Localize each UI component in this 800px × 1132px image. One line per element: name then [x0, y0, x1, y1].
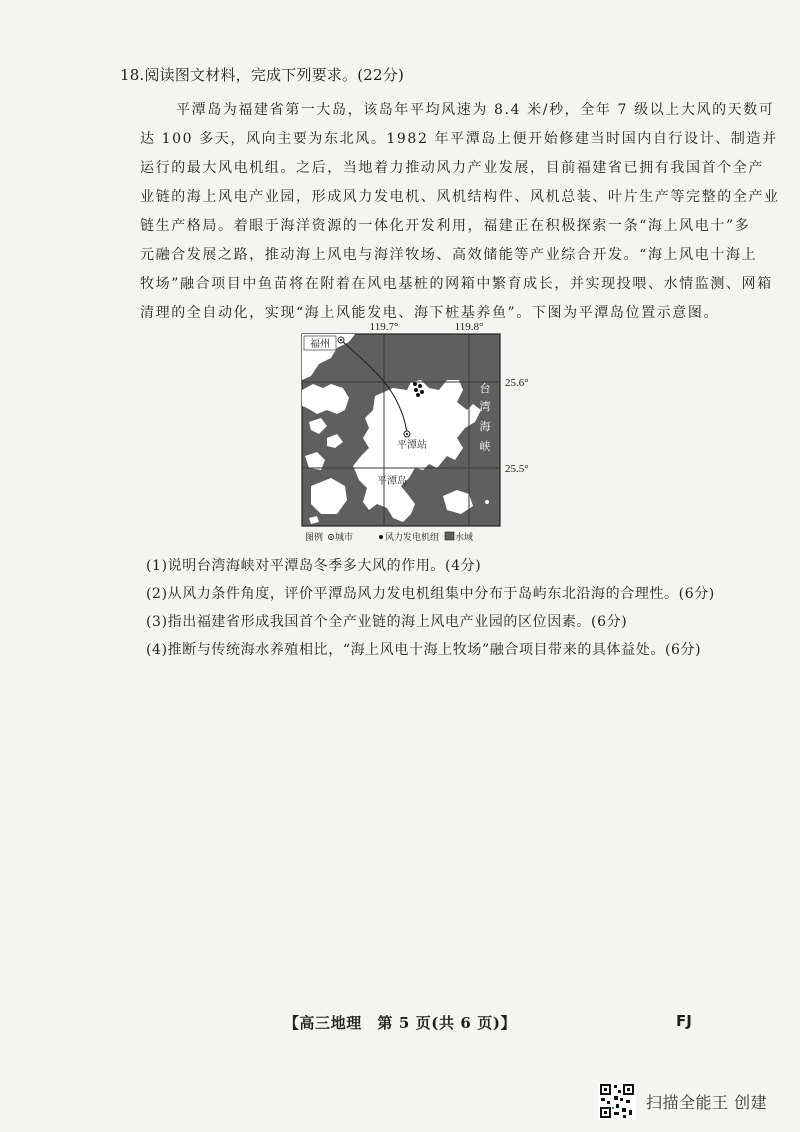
strait-label-char: 峡 — [479, 440, 491, 453]
strait-label-char: 湾 — [479, 400, 491, 413]
paragraph-line: 运行的最大风电机组。之后，当地着力推动风力产业发展，目前福建省已拥有我国首个全产 — [140, 160, 764, 176]
strait-label-char: 海 — [479, 420, 491, 433]
sub-question-2: (2)从风力条件角度，评价平潭岛风力发电机组集中分布于岛屿东北沿海的合理性。(6分) — [146, 586, 715, 602]
lat-label-25-6: 25.6° — [505, 377, 529, 389]
paragraph-line: 元融合发展之路，推动海上风电与海洋牧场、高效储能等产业综合开发。“海上风电十海上 — [140, 247, 758, 263]
legend-water-swatch — [445, 532, 454, 540]
lon-label-119-7: 119.7° — [369, 321, 399, 333]
city-icon-dot — [340, 339, 342, 341]
paragraph-line: 达 100 多天，风向主要为东北风。1982 年平潭岛上便开始修建当时国内自行设计、制造并 — [140, 131, 778, 147]
legend-water-label: 水域 — [455, 533, 474, 543]
paragraph-line: 链生产格局。着眼于海洋资源的一体化开发利用，福建正在积极探索一条“海上风电十”多 — [140, 218, 751, 234]
paragraph-line: 清理的全自动化，实现“海上风能发电、海下桩基养鱼”。下图为平潭岛位置示意图。 — [140, 305, 720, 321]
sub-question-1: (1)说明台湾海峡对平潭岛冬季多大风的作用。(4分) — [146, 558, 482, 574]
legend-turbine-icon — [379, 535, 383, 539]
islet — [485, 500, 489, 504]
station-icon-dot — [406, 433, 408, 435]
city-label: 福州 — [310, 339, 330, 350]
sub-question-4: (4)推断与传统海水养殖相比，“海上风电十海上牧场”融合项目带来的具体益处。(6分) — [146, 642, 702, 658]
station-label: 平潭站 — [397, 440, 427, 451]
strait-label-char: 台 — [479, 382, 491, 395]
lat-label-25-5: 25.5° — [505, 463, 529, 475]
page-footer: 【高三地理 第 5 页(共 6 页)】 — [283, 1014, 517, 1032]
sub-question-3: (3)指出福建省形成我国首个全产业链的海上风电产业园的区位因素。(6分) — [146, 614, 628, 630]
lon-label-119-8: 119.8° — [454, 321, 484, 333]
paragraph-line: 牧场”融合项目中鱼苗将在附着在风电基桩的网箱中繁育成长，并实现投喂、水情监测、网箱 — [140, 276, 773, 292]
legend-city-label: 城市 — [335, 533, 354, 543]
paragraph-line: 平潭岛为福建省第一大岛，该岛年平均风速为 8.4 米/秒，全年 7 级以上大风的天数可 — [176, 102, 775, 118]
legend-city-icon-dot — [330, 536, 332, 538]
paragraph-line: 业链的海上风电产业园，形成风力发电机、风机结构件、风机总装、叶片生产等完整的全产业 — [140, 189, 780, 205]
material-paragraph — [140, 96, 780, 328]
region-code: FJ — [676, 1012, 692, 1030]
legend-prefix: 图例 — [305, 533, 324, 543]
scanner-watermark-text: 扫描全能王 创建 — [646, 1093, 768, 1112]
island-label: 平潭岛 — [377, 476, 407, 487]
qr-code-icon — [598, 1082, 636, 1120]
legend-turbine-label: 风力发电机组 — [385, 533, 440, 543]
question-title: 18.阅读图文材料，完成下列要求。(22分) — [120, 66, 405, 84]
pingtan-location-map — [297, 318, 547, 548]
